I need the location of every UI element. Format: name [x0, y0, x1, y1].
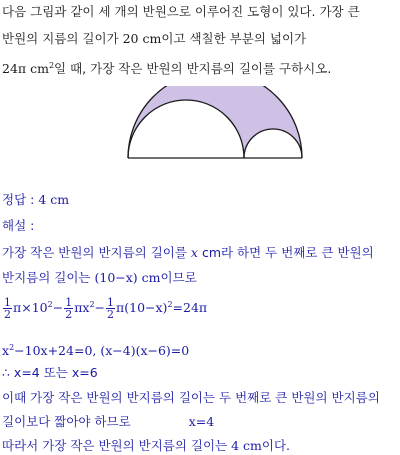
numerator: 1: [107, 296, 115, 310]
eq2-rest: −10x+24=0, (x−4)(x−6)=0: [14, 343, 190, 359]
diameter-value: 20 cm: [122, 31, 162, 46]
question-text-1: 다음 그림과 같이 세 개의 반원으로 이루어진 도형이 있다. 가장 큰: [2, 4, 360, 19]
area-exponent: 2: [48, 61, 55, 70]
fraction-half-3: [106, 297, 115, 320]
equation-2: [2, 340, 189, 359]
solution-line-2: [2, 270, 197, 286]
semicircles-figure: [126, 86, 304, 160]
numerator: 1: [4, 296, 11, 310]
eq1-term-2: πx: [74, 300, 90, 316]
solution-line-6: [2, 414, 214, 430]
solution-text-2b: 이므로: [160, 270, 197, 285]
solution-text-7a: 따라서 가장 작은 반원의 반지름의 길이는: [2, 438, 232, 453]
area-value: 24π cm: [2, 61, 49, 77]
solution-label: [2, 218, 34, 234]
eq2-x: x: [2, 343, 10, 359]
question-text-3b: 일 때, 가장 작은 반원의 반지름의 길이를 구하시오.: [54, 61, 332, 77]
eq1-exp-3: 2: [167, 300, 173, 309]
solution-label-text: 해설 :: [2, 218, 35, 233]
eq1-term-3: π(10−x): [116, 300, 168, 316]
numerator: 1: [65, 296, 73, 310]
fraction-half-1: [3, 297, 12, 320]
question-line-1: [2, 4, 360, 20]
x-equals-4: x=4: [188, 414, 215, 429]
eq1-exp-2: 2: [89, 300, 95, 309]
equation-1: $\frac{1}{2}$ $\pi\times 10^2-$ $\frac{1}{2}$ $\pi x^2-$ $\frac{1}{2}$ $\pi(10-x)^2=24\pi$: [4, 296, 208, 322]
solution-text-6a: 길이보다 짧아야 하므로: [2, 414, 131, 429]
answer-label: 정답 :: [2, 192, 35, 207]
solution-text-5: 이때 가장 작은 반원의 반지름의 길이는 두 번째로 큰 반원의 반지름의: [2, 390, 380, 405]
expression-10-minus-x: (10−x) cm: [94, 270, 161, 285]
therefore-line: [2, 365, 98, 381]
solution-text-7b: 이다.: [261, 438, 291, 453]
question-text-2a: 반원의 지름의 길이가: [2, 31, 123, 46]
solution-text-2a: 반지름의 길이는: [2, 270, 95, 285]
solution-line-1: [2, 245, 374, 261]
question-line-2: [2, 31, 306, 47]
solution-line-7: [2, 438, 290, 454]
shaded-region: [128, 86, 302, 158]
final-value: 4 cm: [231, 438, 262, 453]
eq1-exp-1: 2: [47, 300, 53, 309]
answer-value: 4 cm: [38, 192, 70, 207]
denominator: 2: [65, 308, 73, 322]
fraction-half-2: [64, 297, 73, 320]
answer-line: [2, 192, 69, 208]
therefore-text: ∴ x=4 또는 x=6: [2, 365, 98, 380]
eq1-term-1: π×10: [13, 300, 48, 316]
denominator: 2: [107, 308, 115, 322]
eq1-rhs: =24π: [172, 300, 208, 316]
solution-text-1a: 가장 작은 반원의 반지름의 길이를: [2, 245, 191, 260]
solution-line-5: [2, 390, 380, 406]
eq2-exp: 2: [9, 343, 15, 352]
variable-x: x: [190, 245, 198, 260]
question-line-3: [2, 58, 331, 77]
solution-text-1b: cm라 하면 두 번째로 큰 반원의: [197, 245, 374, 260]
denominator: 2: [4, 308, 11, 322]
question-text-2b: 이고 색칠한 부분의 넓이가: [161, 31, 307, 46]
